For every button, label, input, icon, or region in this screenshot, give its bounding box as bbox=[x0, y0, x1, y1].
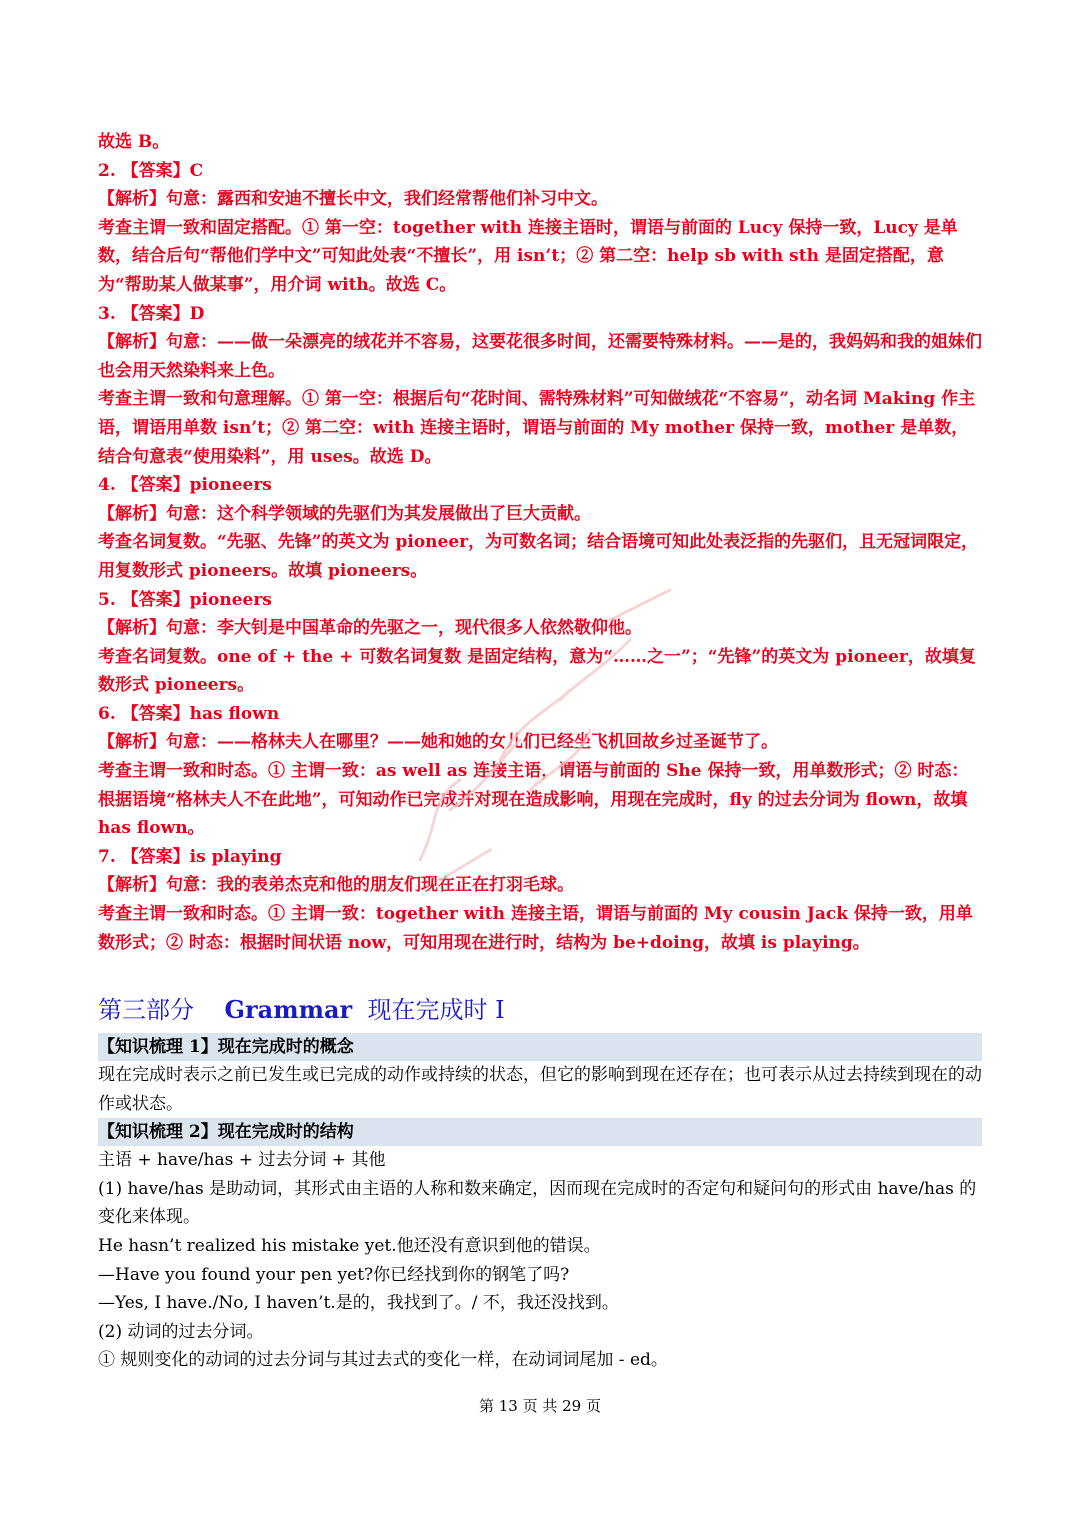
answer-line: 考查名词复数。“先驱、先锋”的英文为 pioneer，为可数名词；结合语境可知此处表泛指的先驱们，且无冠词限定，用复数形式 pioneers。故填 pioneers。 bbox=[98, 532, 979, 581]
knowledge-heading-2: 【知识梳理 2】现在完成时的结构 bbox=[98, 1118, 982, 1146]
answers-section bbox=[98, 128, 982, 957]
knowledge-section bbox=[98, 1033, 982, 1375]
structure-line: (1) have/has 是助动词，其形式由主语的人称和数来确定，因而现在完成时的否定句和疑问句的形式由 have/has 的变化来体现。 bbox=[98, 1178, 977, 1228]
answer-line: 2. 【答案】C bbox=[98, 160, 204, 181]
structure-line: ① 规则变化的动词的过去分词与其过去式的变化一样，在动词词尾加 - ed。 bbox=[98, 1350, 668, 1371]
answer-line: 故选 B。 bbox=[98, 132, 170, 152]
answer-line: 7. 【答案】is playing bbox=[98, 846, 282, 867]
answer-line: 考查主谓一致和时态。① 主谓一致：together with 连接主语，谓语与前面的 My cousin Jack 保持一致，用单数形式；② 时态：根据时间状语 now，可知用现在进行时，结构为 be+doing，故填 is playing。 bbox=[98, 904, 973, 953]
answer-line: 【解析】句意：——做一朵漂亮的绒花并不容易，这要花很多时间，还需要特殊材料。——是的，我妈妈和我的姐妹们也会用天然染料来上色。 bbox=[98, 332, 982, 381]
answer-line: 5. 【答案】pioneers bbox=[98, 589, 272, 610]
answer-line: 【解析】句意：这个科学领域的先驱们为其发展做出了巨大贡献。 bbox=[98, 503, 591, 524]
section-title-en: Grammar bbox=[224, 995, 353, 1024]
answer-line: 考查主谓一致和固定搭配。① 第一空：together with 连接主语时，谓语与前面的 Lucy 保持一致，Lucy 是单数，结合后句“帮他们学中文”可知此处表“不擅长”，用 isn’t；② 第二空：help sb with sth 是固定搭配，意为“帮助某人做某事”，用介词 with。故选 C。 bbox=[98, 217, 958, 295]
section-title bbox=[98, 994, 505, 1026]
answer-line: 【解析】句意：我的表弟杰克和他的朋友们现在正在打羽毛球。 bbox=[98, 875, 574, 896]
example-line: —Yes, I have./No, I haven’t.是的，我找到了。/ 不，我还没找到。 bbox=[98, 1293, 619, 1314]
answer-line: 【解析】句意：李大钊是中国革命的先驱之一，现代很多人依然敬仰他。 bbox=[98, 618, 642, 639]
answer-line: 3. 【答案】D bbox=[98, 303, 205, 324]
answer-line: 【解析】句意：露西和安迪不擅长中文，我们经常帮他们补习中文。 bbox=[98, 189, 608, 210]
answer-line: 考查名词复数。one of + the + 可数名词复数 是固定结构，意为“……之一”；“先锋”的英文为 pioneer，故填复数形式 pioneers。 bbox=[98, 646, 976, 696]
example-line: —Have you found your pen yet?你已经找到你的钢笔了吗? bbox=[98, 1264, 570, 1285]
example-line: He hasn’t realized his mistake yet.他还没有意识到他的错误。 bbox=[98, 1235, 601, 1256]
knowledge-heading-1: 【知识梳理 1】现在完成时的概念 bbox=[98, 1033, 982, 1061]
knowledge-body-1: 现在完成时表示之前已发生或已完成的动作或持续的状态，但它的影响到现在还存在；也可表示从过去持续到现在的动作或状态。 bbox=[98, 1065, 982, 1114]
section-part: 第三部分 bbox=[98, 996, 194, 1024]
answer-line: 6. 【答案】has flown bbox=[98, 703, 280, 724]
section-title-zh: 现在完成时 I bbox=[367, 996, 505, 1024]
answer-line: 【解析】句意：——格林夫人在哪里？——她和她的女儿们已经坐飞机回故乡过圣诞节了。 bbox=[98, 732, 778, 753]
answer-line: 4. 【答案】pioneers bbox=[98, 475, 272, 496]
structure-line: 主语 + have/has + 过去分词 + 其他 bbox=[98, 1150, 386, 1171]
answer-line: 考查主谓一致和时态。① 主谓一致：as well as 连接主语，谓语与前面的 She 保持一致，用单数形式；② 时态：根据语境“格林夫人不在此地”，可知动作已完成并对现在造成影响，用现在完成时，fly 的过去分词为 flown，故填 has flown。 bbox=[98, 761, 969, 839]
structure-line: (2) 动词的过去分词。 bbox=[98, 1321, 264, 1342]
answer-line: 考查主谓一致和句意理解。① 第一空：根据后句“花时间、需特殊材料”可知做绒花“不容易”，动名词 Making 作主语，谓语用单数 isn’t；② 第二空：with 连接主语时，谓语与前面的 My mother 保持一致，mother 是单数，结合句意表“使用染料”，用 uses。故选 D。 bbox=[98, 389, 976, 467]
page-footer: 第 13 页 共 29 页 bbox=[478, 1397, 601, 1415]
